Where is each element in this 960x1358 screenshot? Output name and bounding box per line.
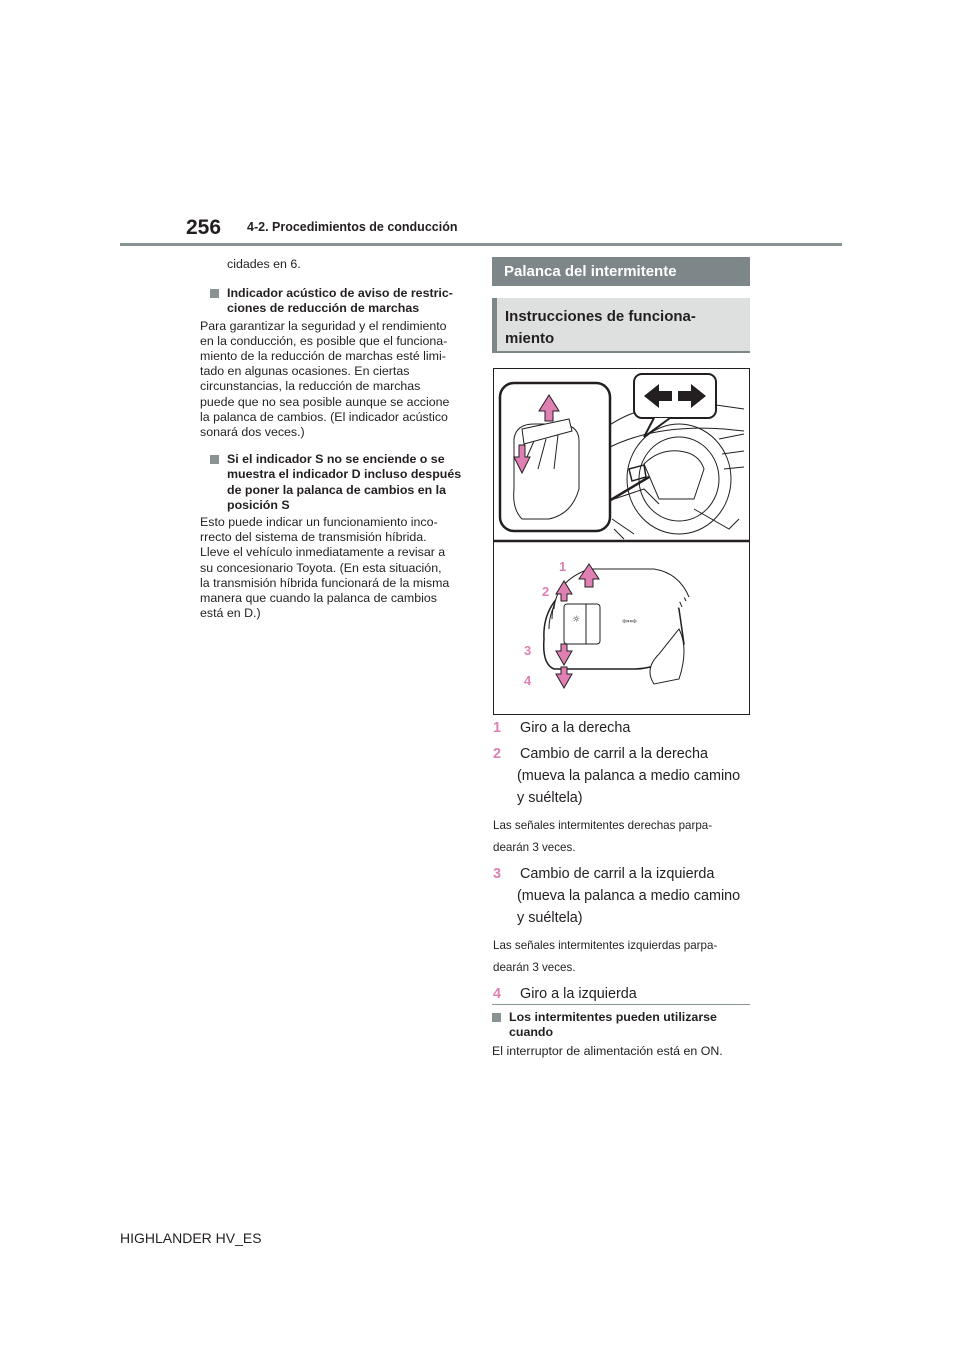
- usage-text: El interruptor de alimentación está en ON.: [492, 1044, 723, 1059]
- figure-label-1: 1: [559, 559, 567, 574]
- square-bullet-icon: [210, 455, 219, 464]
- usage-rule: [492, 1004, 750, 1005]
- page-number: 256: [186, 216, 222, 239]
- figure-label-3: 3: [524, 643, 532, 658]
- heading-s-indicator: Si el indicador S no se enciende o se muestra el indicador D incluso después de poner la palanca de cambios en la posición S: [210, 452, 472, 513]
- header-rule: [120, 243, 842, 246]
- list-item: 2 Cambio de carril a la derecha (mueva la palanca a medio camino y suéltela): [493, 746, 741, 806]
- banner-operating-instructions: Instrucciones de funciona- miento: [492, 298, 750, 353]
- figure-label-2: 2: [542, 584, 550, 599]
- banner-turn-signal-lever: Palanca del intermitente: [492, 257, 750, 286]
- turn-signal-illustration: [494, 369, 749, 714]
- list-item: 4 Giro a la izquierda: [493, 986, 637, 1002]
- turn-signal-figure: [493, 368, 750, 715]
- section-title: 4-2. Procedimientos de conducción: [247, 220, 458, 234]
- square-bullet-icon: [492, 1013, 501, 1022]
- intro-tail: cidades en 6.: [227, 257, 301, 271]
- heading-acoustic-warning: Indicador acústico de aviso de restric- ciones de reducción de marchas: [210, 286, 472, 316]
- note-right-lane: Las señales intermitentes derechas parpa- dearán 3 veces.: [493, 819, 713, 854]
- figure-label-4: 4: [524, 673, 532, 688]
- s-indicator-text: Esto puede indicar un funcionamiento inco- rrecto del sistema de transmisión híbrida. Lleve el vehículo inmediatamente a revisar a su concesionario Toyota. (En esta situación, la transmisión híbrida funcionará de la misma manera que cuando la palanca de cambios está en D.): [200, 515, 450, 621]
- note-left-lane: Las señales intermitentes izquierdas parpa- dearán 3 veces.: [493, 939, 718, 974]
- heading-usage: Los intermitentes pueden utilizarse cuando: [492, 1010, 754, 1040]
- left-column: [200, 257, 472, 621]
- instruction-list: [493, 717, 755, 1005]
- list-item: 1 Giro a la derecha: [493, 720, 631, 736]
- footer-model: HIGHLANDER HV_ES: [120, 1230, 262, 1246]
- acoustic-warning-text: Para garantizar la seguridad y el rendimiento en la conducción, es posible que el funciona- miento de la reducción de marchas esté limi- tado en algunas ocasiones. En ciertas circunstancias, la reducción de marchas puede que no sea posible aunque se accione la palanca de cambios. (El indicador acústico sonará dos veces.): [200, 318, 450, 440]
- square-bullet-icon: [210, 289, 219, 298]
- lane-symbol-icon: ⇦⇨: [622, 617, 638, 627]
- list-item: 3 Cambio de carril a la izquierda (mueva la palanca a medio camino y suéltela): [493, 866, 741, 926]
- usage-section: [492, 1010, 754, 1060]
- light-symbol-icon: ☼: [572, 615, 581, 625]
